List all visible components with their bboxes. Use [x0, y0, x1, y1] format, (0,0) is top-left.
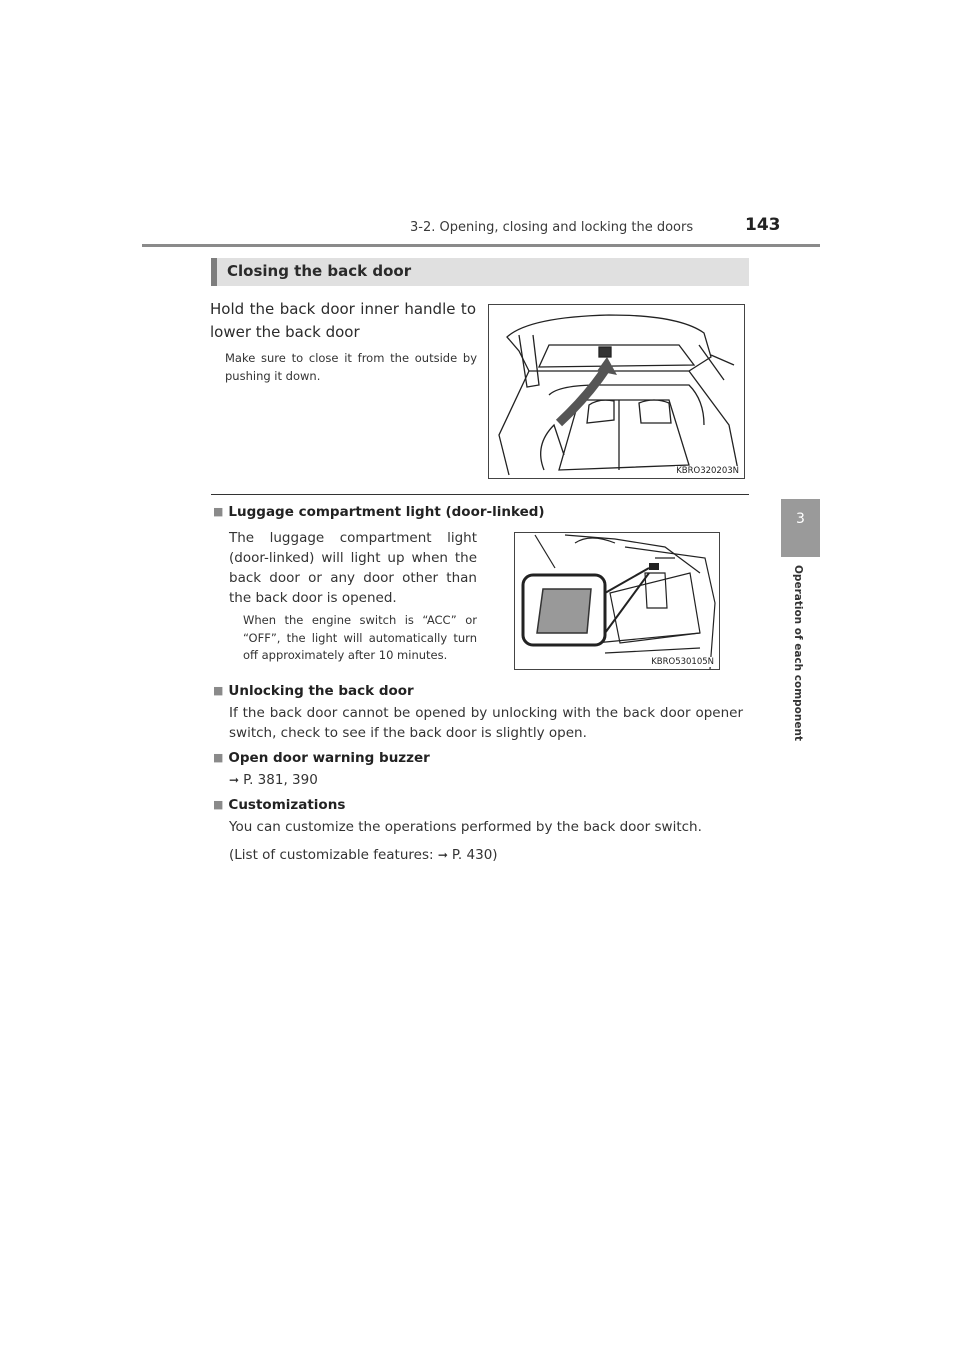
- step-text: Hold the back door inner handle to lower the back door: [210, 300, 476, 341]
- right-arrow-icon: ➞: [437, 848, 448, 862]
- note-heading-buzzer: ■ Open door warning buzzer: [213, 750, 430, 766]
- note-heading-unlocking: ■ Unlocking the back door: [213, 683, 414, 699]
- note-sub-luggage-light: When the engine switch is “ACC” or “OFF”, the light will automatically turn off approximately after 10 minutes.: [243, 613, 477, 662]
- luggage-light-drawing: [515, 533, 719, 669]
- right-arrow-icon: ➞: [229, 773, 240, 787]
- back-door-illustration: [488, 304, 745, 479]
- back-door-drawing: [489, 305, 744, 478]
- chapter-label: [758, 565, 838, 741]
- note-body2-customizations: [229, 845, 498, 865]
- figure-code: KBRO320203N: [676, 466, 739, 476]
- header-rule: [142, 244, 820, 247]
- figure-code: KBRO530105N: [651, 657, 714, 667]
- customizable-list-text: (List of customizable features:: [229, 847, 434, 863]
- chapter-tab: 3: [781, 499, 820, 557]
- running-header-section: 3-2. Opening, closing and locking the doors: [410, 220, 694, 235]
- note-body-customizations: You can customize the operations performed by the back door switch.: [229, 819, 702, 835]
- note-body-unlocking: If the back door cannot be opened by unlocking with the back door opener switch, check to see if the back door is slightly open.: [229, 705, 743, 741]
- page-number: 143: [745, 215, 781, 235]
- step-note: Make sure to close it from the outside by pushing it down.: [225, 351, 477, 383]
- section-title: Closing the back door: [227, 262, 412, 280]
- note-body-luggage-light: The luggage compartment light (door-linked) will light up when the back door or any door other than the back door is opened.: [229, 530, 477, 606]
- buzzer-page-link[interactable]: P. 381, 390: [243, 772, 318, 788]
- customizable-page-link[interactable]: P. 430): [451, 847, 498, 863]
- note-heading-luggage-light: ■ Luggage compartment light (door-linked): [213, 504, 545, 520]
- chapter-label-text: Operation of each component: [792, 565, 804, 741]
- note-heading-customizations: ■ Customizations: [213, 797, 345, 813]
- section-heading: [211, 258, 749, 286]
- luggage-light-illustration: [514, 532, 720, 670]
- section-divider: [211, 494, 749, 495]
- note-ref-buzzer: [229, 770, 318, 790]
